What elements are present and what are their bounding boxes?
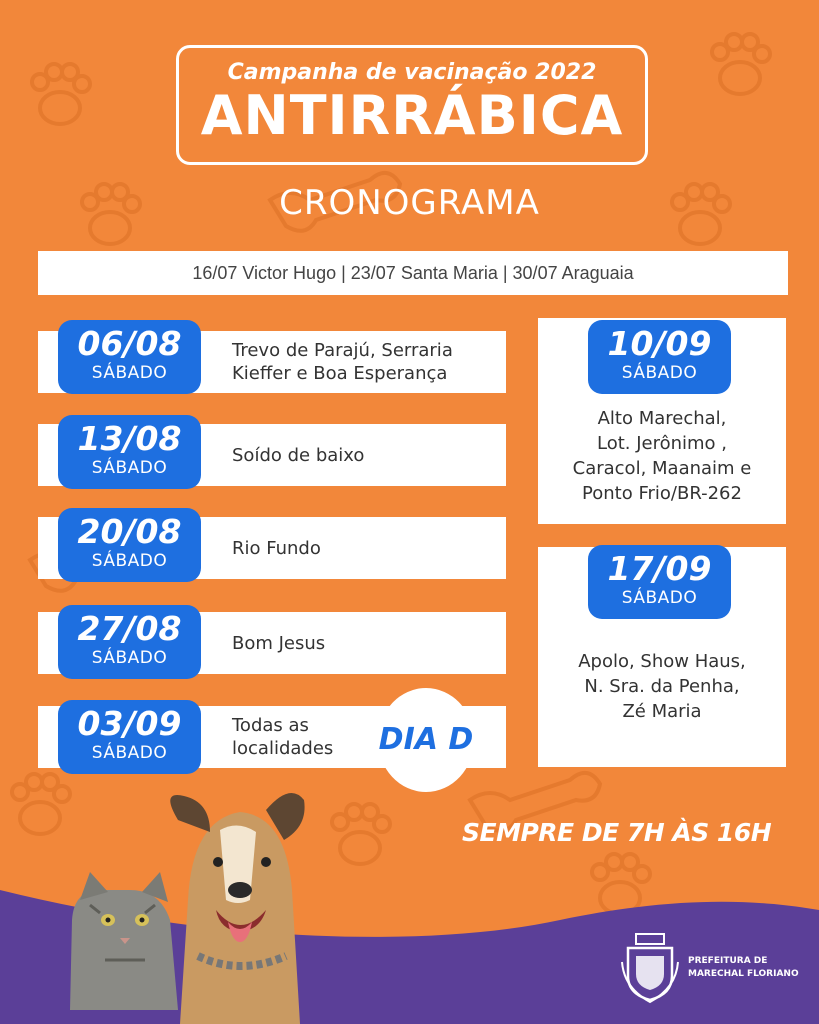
schedule-locations [538,649,786,724]
section-title: CRONOGRAMA [279,183,540,223]
location-line: Apolo, Show Haus, [578,651,746,672]
location-line: Soído de baixo [232,444,365,466]
schedule-locations [232,424,364,486]
date-badge [58,605,201,679]
date-text: 20/08 [77,512,182,551]
weekday-text: SÁBADO [621,363,698,383]
date-text: 10/09 [607,324,712,363]
date-text: 27/08 [77,609,182,648]
weekday-text: SÁBADO [91,743,168,763]
schedule-locations [232,331,453,393]
location-line: Ponto Frio/BR-262 [582,483,742,504]
weekday-text: SÁBADO [91,648,168,668]
date-badge [58,508,201,582]
dog-icon [170,793,304,1024]
date-badge [588,545,731,619]
weekday-text: SÁBADO [91,363,168,383]
schedule-locations [538,406,786,506]
location-line: N. Sra. da Penha, [584,676,740,697]
weekday-text: SÁBADO [91,551,168,571]
schedule-locations [232,517,321,579]
date-text: 13/08 [77,419,182,458]
campaign-subtitle: Campanha de vacinação 2022 [227,60,597,85]
municipality-name [688,955,799,981]
schedule-locations [232,612,325,674]
date-badge [58,415,201,489]
date-text: 06/08 [77,324,182,363]
dia-d-badge: DIA D [378,688,474,792]
location-line: Trevo de Parajú, Serraria [232,340,453,361]
weekday-text: SÁBADO [621,588,698,608]
location-line: Caracol, Maanaim e [572,458,752,479]
date-text: 17/09 [607,549,712,588]
location-line: Bom Jesus [232,632,326,654]
location-line: localidades [232,738,334,759]
date-badge [58,700,201,774]
cat-and-dog-illustration [60,780,320,1024]
cat-icon [70,872,178,1010]
july-dates-bar: 16/07 Victor Hugo | 23/07 Santa Maria | 30/07 Araguaia [38,251,788,295]
location-line: Kieffer e Boa Esperança [232,363,448,384]
municipal-coat-of-arms-logo [620,932,680,1004]
title-box [176,45,648,165]
location-line: Rio Fundo [232,537,321,559]
org-line: PREFEITURA DE [688,956,768,966]
date-badge [58,320,201,394]
org-line: MARECHAL FLORIANO [688,969,799,979]
location-line: Lot. Jerônimo , [596,433,728,454]
location-line: Zé Maria [622,701,702,722]
hours-text: SEMPRE DE 7H ÀS 16H [462,818,772,847]
date-text: 03/09 [77,704,182,743]
date-badge [588,320,731,394]
location-line: Todas as [232,715,309,736]
schedule-locations [232,706,333,768]
location-line: Alto Marechal, [597,408,727,429]
campaign-title: ANTIRRÁBICA [200,84,624,147]
weekday-text: SÁBADO [91,458,168,478]
